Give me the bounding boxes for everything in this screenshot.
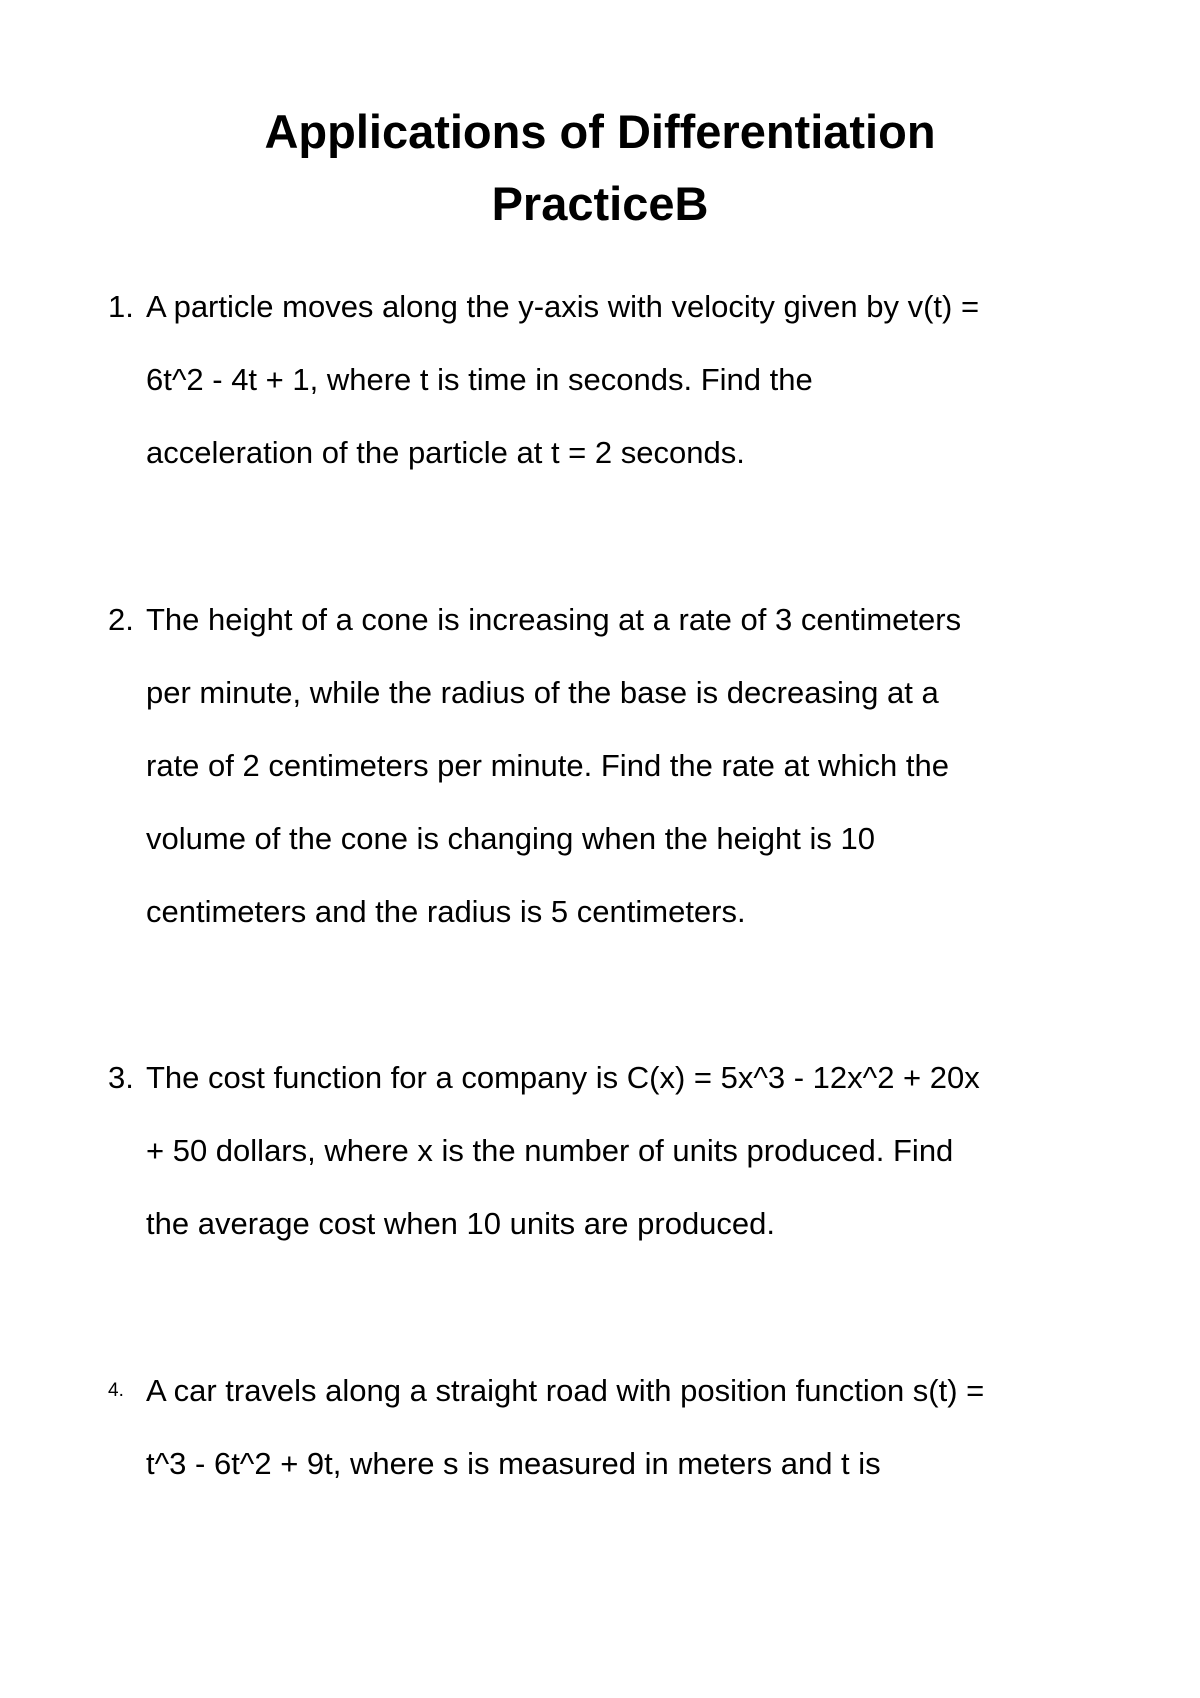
question-4 <box>108 1354 1138 1500</box>
question-line: The cost function for a company is C(x) = 5x^3 - 12x^2 + 20x <box>146 1060 980 1095</box>
question-number: 2. <box>108 602 134 637</box>
question-line: A car travels along a straight road with position function s(t) = <box>146 1373 985 1408</box>
question-line: the average cost when 10 units are produced. <box>146 1206 776 1241</box>
question-line: acceleration of the particle at t = 2 seconds. <box>146 435 745 470</box>
question-line: The height of a cone is increasing at a rate of 3 centimeters <box>146 602 962 637</box>
question-text <box>146 583 1138 948</box>
question-line: rate of 2 centimeters per minute. Find the rate at which the <box>146 748 949 783</box>
question-text <box>146 270 1138 489</box>
document-title: Applications of Differentiation <box>264 105 936 158</box>
document-subtitle: PracticeB <box>491 177 709 230</box>
question-line: A particle moves along the y-axis with velocity given by v(t) = <box>146 289 980 324</box>
question-number: 1. <box>108 289 134 324</box>
question-number: 3. <box>108 1060 134 1095</box>
question-number: 4. <box>108 1380 124 1401</box>
question-line: centimeters and the radius is 5 centimeters. <box>146 894 746 929</box>
question-line: 6t^2 - 4t + 1, where t is time in seconds. Find the <box>146 362 813 397</box>
question-line: per minute, while the radius of the base is decreasing at a <box>146 675 939 710</box>
question-line: t^3 - 6t^2 + 9t, where s is measured in meters and t is <box>146 1446 881 1481</box>
question-text <box>146 1041 1138 1260</box>
question-text <box>146 1354 1138 1500</box>
question-3 <box>108 1041 1138 1260</box>
question-1 <box>108 270 1138 489</box>
question-2 <box>108 583 1138 948</box>
question-line: + 50 dollars, where x is the number of units produced. Find <box>146 1133 954 1168</box>
question-line: volume of the cone is changing when the height is 10 <box>146 821 875 856</box>
